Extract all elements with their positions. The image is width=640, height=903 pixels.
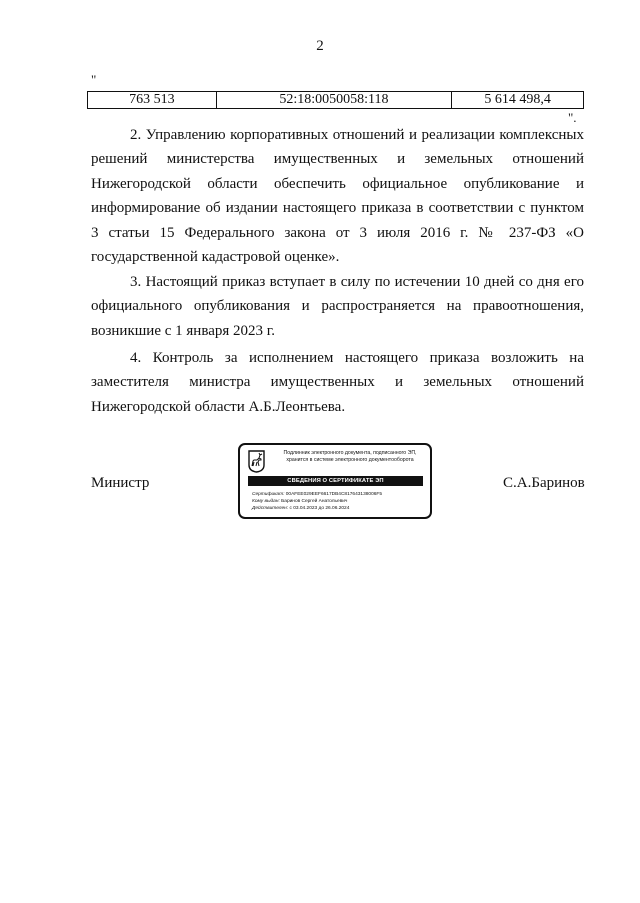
electronic-signature-stamp xyxy=(238,443,432,519)
deer-emblem-icon xyxy=(248,450,265,473)
stamp-owner-label: Кому выдан: xyxy=(252,499,280,504)
table-cell-number: 763 513 xyxy=(88,92,217,109)
stamp-header-line-1: Подлинник электронного документа, подписанного ЭП, xyxy=(283,450,417,456)
signatory-title: Министр xyxy=(91,475,150,491)
opening-quote: " xyxy=(91,72,97,87)
paragraph-4 xyxy=(91,346,584,419)
stamp-header xyxy=(270,450,430,463)
closing-quote: ". xyxy=(568,110,577,125)
stamp-certificate-value: 00AFEE029EEF6617DB4C817643138006F5 xyxy=(285,492,383,497)
stamp-validity-row xyxy=(252,506,349,512)
signatory-name: С.А.Баринов xyxy=(503,475,585,491)
stamp-certificate-row xyxy=(252,492,382,498)
stamp-owner-row xyxy=(252,499,347,505)
paragraph-4-text: 4. Контроль за исполнением настоящего приказа возложить на заместителя министра имущественных и земельных отношений Нижегородской области А.Б.Леонтьева. xyxy=(91,350,584,415)
paragraph-3 xyxy=(91,270,584,343)
stamp-owner-value: Баринов Сергей Анатольевич xyxy=(281,499,348,504)
stamp-header-line-2: хранится в системе электронного документооборота xyxy=(286,456,414,463)
stamp-title-bar: СВЕДЕНИЯ О СЕРТИФИКАТЕ ЭП xyxy=(248,476,423,486)
table-cell-value: 5 614 498,4 xyxy=(452,92,584,109)
table-cell-cadastral-id: 52:18:0050058:118 xyxy=(216,92,451,109)
stamp-validity-label: Действителен: xyxy=(252,506,289,511)
stamp-certificate-label: Сертификат: xyxy=(252,492,285,497)
stamp-validity-value: с 03.04.2023 до 26.06.2024 xyxy=(289,506,350,511)
cadastre-table xyxy=(87,91,584,109)
paragraph-2-text: 2. Управлению корпоративных отношений и реализации комплексных решений министерства имущественных и земельных отношений Нижегородской области обеспечить официальное опубликование и информирование об издании настоящего приказа в соответствии с пунктом 3 статьи 15 Федерального закона от 3 июля 2016 г. № 237-ФЗ «О государственной кадастровой оценке». xyxy=(91,127,584,266)
table-row xyxy=(88,92,584,109)
paragraph-2 xyxy=(91,123,584,269)
page-number: 2 xyxy=(316,38,324,54)
paragraph-3-text: 3. Настоящий приказ вступает в силу по истечении 10 дней со дня его официального опубликования и распространяется на правоотношения, возникшие с 1 января 2023 г. xyxy=(91,274,584,339)
